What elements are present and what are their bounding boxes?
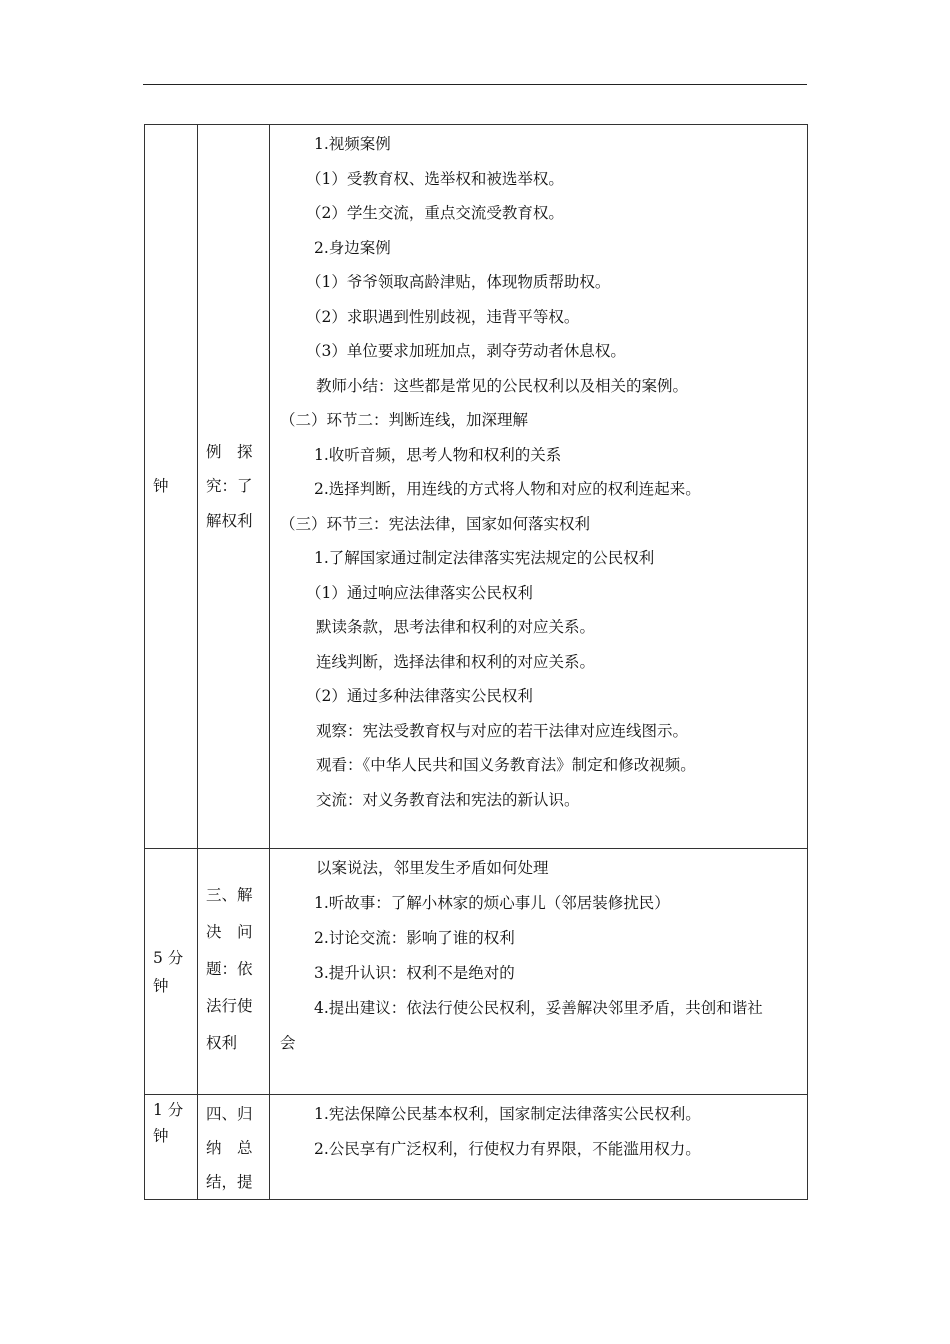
stage-line: 例 探 (206, 442, 253, 461)
content-line: 会 (280, 1034, 296, 1052)
content-lines (276, 851, 801, 1061)
stage-line: 三、解 (206, 886, 253, 904)
content-line: 1.收听音频，思考人物和权利的关系 (314, 445, 562, 464)
content-line: 1.了解国家通过制定法律落实宪法规定的公民权利 (314, 549, 655, 567)
content-line: （二）环节二：判断连线，加深理解 (280, 411, 529, 429)
content-line: 3.提升认识：权利不是绝对的 (314, 964, 515, 982)
content-cell (270, 125, 808, 849)
time-cell (145, 1095, 198, 1200)
stage-line: 解权利 (206, 511, 253, 530)
stage-line: 决 问 (206, 923, 253, 941)
stage-line: 四、归 (206, 1105, 253, 1123)
stage-cell (198, 1095, 270, 1200)
content-line: 连线判断，选择法律和权利的对应关系。 (316, 652, 596, 671)
time-text: 1 分钟 (153, 1101, 184, 1145)
time-cell (145, 849, 198, 1095)
stage-line: 权利 (206, 1034, 238, 1052)
table-row (145, 1095, 808, 1200)
header-rule (143, 84, 807, 85)
content-line: 2.选择判断，用连线的方式将人物和对应的权利连起来。 (314, 480, 701, 498)
content-cell (270, 849, 808, 1095)
content-line: 1.宪法保障公民基本权利，国家制定法律落实公民权利。 (314, 1105, 701, 1123)
content-line: 以案说法，邻里发生矛盾如何处理 (316, 859, 549, 877)
table-row (145, 125, 808, 849)
content-line: 2.身边案例 (314, 238, 391, 257)
content-line: 观看：《中华人民共和国义务教育法》制定和修改视频。 (316, 756, 696, 774)
content-line: （1）通过响应法律落实公民权利 (306, 583, 533, 602)
time-cell (145, 125, 198, 849)
content-line: （2）求职遇到性别歧视，违背平等权。 (306, 307, 580, 326)
content-line: （三）环节三：宪法法律，国家如何落实权利 (280, 514, 591, 533)
content-line: （1）受教育权、选举权和被选举权。 (306, 169, 564, 188)
content-lines (276, 1097, 801, 1166)
content-line: 观察：宪法受教育权与对应的若干法律对应连线图示。 (316, 721, 689, 740)
content-cell (270, 1095, 808, 1200)
content-line: 2.讨论交流：影响了谁的权利 (314, 929, 515, 947)
lesson-plan-table (144, 124, 808, 1200)
content-line: 1.视频案例 (314, 135, 391, 153)
stage-cell (198, 849, 270, 1095)
content-line: （2）通过多种法律落实公民权利 (306, 687, 533, 705)
content-line: 默读条款，思考法律和权利的对应关系。 (316, 618, 596, 636)
stage-line: 题：依 (206, 960, 253, 978)
stage-line: 纳 总 (206, 1139, 253, 1157)
time-text: 钟 (153, 477, 169, 496)
content-line: 4.提出建议：依法行使公民权利，妥善解决邻里矛盾，共创和谐社 (314, 999, 763, 1017)
content-line: 教师小结：这些都是常见的公民权利以及相关的案例。 (316, 376, 689, 395)
stage-cell (198, 125, 270, 849)
table-row (145, 849, 808, 1095)
content-line: （2）学生交流，重点交流受教育权。 (306, 204, 564, 222)
time-text: 5 分钟 (153, 948, 184, 995)
stage-line: 究：了 (206, 477, 253, 496)
stage-line: 法行使 (206, 997, 253, 1015)
content-line: （3）单位要求加班加点，剥夺劳动者休息权。 (306, 342, 626, 360)
stage-line: 结，提 (206, 1173, 253, 1191)
content-line: 交流：对义务教育法和宪法的新认识。 (316, 790, 580, 809)
content-line: 2.公民享有广泛权利，行使权力有界限，不能滥用权力。 (314, 1139, 701, 1158)
content-line: （1）爷爷领取高龄津贴，体现物质帮助权。 (306, 273, 611, 291)
content-lines (276, 127, 801, 817)
content-line: 1.听故事：了解小林家的烦心事儿（邻居装修扰民） (314, 894, 670, 912)
